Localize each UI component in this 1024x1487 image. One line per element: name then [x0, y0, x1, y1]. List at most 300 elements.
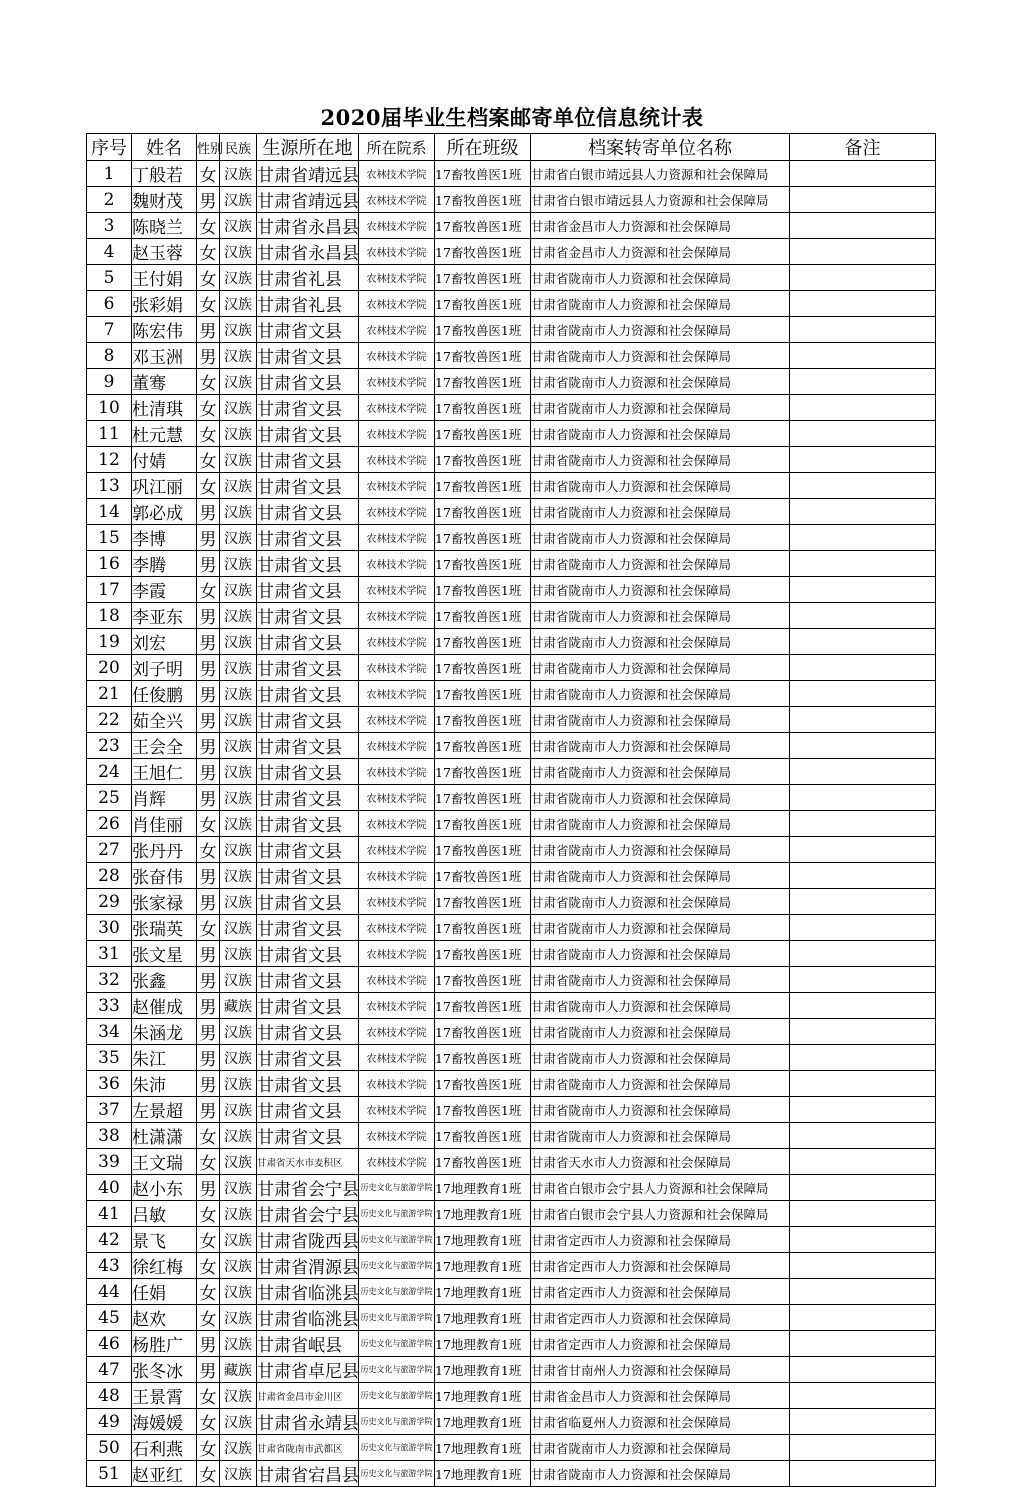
cell-class: 17畜牧兽医1班	[435, 707, 531, 733]
cell-recipient: 甘肃省陇南市人力资源和社会保障局	[531, 733, 790, 759]
cell-name: 肖佳丽	[132, 811, 197, 837]
cell-department: 农林技术学院	[359, 863, 435, 889]
cell-name: 茹全兴	[132, 707, 197, 733]
table-row	[87, 473, 936, 499]
cell-origin: 甘肃省文县	[257, 369, 359, 395]
cell-department: 农林技术学院	[359, 681, 435, 707]
cell-remarks	[790, 993, 936, 1019]
cell-department: 历史文化与旅游学院	[359, 1331, 435, 1357]
cell-class: 17畜牧兽医1班	[435, 473, 531, 499]
archive-table	[86, 133, 936, 1487]
cell-ethnicity: 汉族	[220, 1253, 257, 1279]
table-row	[87, 525, 936, 551]
cell-origin: 甘肃省文县	[257, 343, 359, 369]
cell-remarks	[790, 1097, 936, 1123]
cell-class: 17畜牧兽医1班	[435, 785, 531, 811]
cell-ethnicity: 汉族	[220, 1201, 257, 1227]
cell-class: 17畜牧兽医1班	[435, 395, 531, 421]
cell-class: 17畜牧兽医1班	[435, 941, 531, 967]
cell-remarks	[790, 889, 936, 915]
cell-ethnicity: 汉族	[220, 1461, 257, 1487]
cell-gender: 男	[197, 759, 220, 785]
cell-origin: 甘肃省靖远县	[257, 187, 359, 213]
cell-class: 17畜牧兽医1班	[435, 681, 531, 707]
header-row	[87, 134, 936, 161]
cell-class: 17畜牧兽医1班	[435, 993, 531, 1019]
cell-recipient: 甘肃省定西市人力资源和社会保障局	[531, 1305, 790, 1331]
cell-gender: 男	[197, 629, 220, 655]
cell-index: 32	[87, 967, 132, 993]
cell-recipient: 甘肃省陇南市人力资源和社会保障局	[531, 707, 790, 733]
cell-department: 农林技术学院	[359, 941, 435, 967]
cell-recipient: 甘肃省陇南市人力资源和社会保障局	[531, 343, 790, 369]
cell-index: 4	[87, 239, 132, 265]
cell-gender: 女	[197, 915, 220, 941]
cell-name: 李霞	[132, 577, 197, 603]
cell-ethnicity: 汉族	[220, 811, 257, 837]
cell-index: 26	[87, 811, 132, 837]
cell-class: 17畜牧兽医1班	[435, 1149, 531, 1175]
cell-class: 17畜牧兽医1班	[435, 915, 531, 941]
cell-gender: 女	[197, 1305, 220, 1331]
cell-remarks	[790, 603, 936, 629]
cell-department: 历史文化与旅游学院	[359, 1279, 435, 1305]
cell-class: 17地理教育1班	[435, 1201, 531, 1227]
cell-name: 朱江	[132, 1045, 197, 1071]
cell-recipient: 甘肃省陇南市人力资源和社会保障局	[531, 265, 790, 291]
cell-name: 张彩娟	[132, 291, 197, 317]
cell-class: 17畜牧兽医1班	[435, 889, 531, 915]
cell-index: 20	[87, 655, 132, 681]
cell-remarks	[790, 1045, 936, 1071]
cell-class: 17地理教育1班	[435, 1461, 531, 1487]
cell-ethnicity: 汉族	[220, 707, 257, 733]
cell-remarks	[790, 1019, 936, 1045]
cell-remarks	[790, 785, 936, 811]
cell-remarks	[790, 629, 936, 655]
cell-index: 47	[87, 1357, 132, 1383]
cell-name: 李腾	[132, 551, 197, 577]
cell-gender: 男	[197, 655, 220, 681]
cell-gender: 男	[197, 1175, 220, 1201]
cell-recipient: 甘肃省陇南市人力资源和社会保障局	[531, 941, 790, 967]
cell-origin: 甘肃省文县	[257, 681, 359, 707]
cell-origin: 甘肃省渭源县	[257, 1253, 359, 1279]
cell-gender: 男	[197, 1019, 220, 1045]
cell-ethnicity: 汉族	[220, 629, 257, 655]
cell-name: 陈宏伟	[132, 317, 197, 343]
table-row	[87, 967, 936, 993]
cell-origin: 甘肃省永昌县	[257, 213, 359, 239]
cell-gender: 男	[197, 889, 220, 915]
table-row	[87, 811, 936, 837]
col-header-class: 所在班级	[435, 134, 531, 161]
cell-ethnicity: 汉族	[220, 1045, 257, 1071]
cell-department: 农林技术学院	[359, 655, 435, 681]
col-header-department: 所在院系	[359, 134, 435, 161]
cell-department: 农林技术学院	[359, 603, 435, 629]
cell-index: 35	[87, 1045, 132, 1071]
cell-index: 6	[87, 291, 132, 317]
table-row	[87, 603, 936, 629]
cell-ethnicity: 汉族	[220, 291, 257, 317]
cell-name: 张瑞英	[132, 915, 197, 941]
cell-department: 农林技术学院	[359, 993, 435, 1019]
cell-name: 吕敏	[132, 1201, 197, 1227]
cell-recipient: 甘肃省定西市人力资源和社会保障局	[531, 1331, 790, 1357]
cell-index: 41	[87, 1201, 132, 1227]
cell-class: 17畜牧兽医1班	[435, 837, 531, 863]
cell-gender: 女	[197, 1435, 220, 1461]
cell-class: 17畜牧兽医1班	[435, 1019, 531, 1045]
cell-origin: 甘肃省文县	[257, 863, 359, 889]
cell-remarks	[790, 577, 936, 603]
cell-department: 历史文化与旅游学院	[359, 1227, 435, 1253]
cell-origin: 甘肃省文县	[257, 707, 359, 733]
cell-department: 历史文化与旅游学院	[359, 1305, 435, 1331]
cell-department: 农林技术学院	[359, 759, 435, 785]
cell-origin: 甘肃省文县	[257, 447, 359, 473]
cell-remarks	[790, 525, 936, 551]
cell-class: 17畜牧兽医1班	[435, 369, 531, 395]
cell-recipient: 甘肃省陇南市人力资源和社会保障局	[531, 577, 790, 603]
cell-origin: 甘肃省永靖县	[257, 1409, 359, 1435]
cell-class: 17畜牧兽医1班	[435, 577, 531, 603]
cell-origin: 甘肃省文县	[257, 317, 359, 343]
cell-ethnicity: 汉族	[220, 473, 257, 499]
cell-department: 历史文化与旅游学院	[359, 1409, 435, 1435]
table-row	[87, 889, 936, 915]
cell-remarks	[790, 1357, 936, 1383]
cell-ethnicity: 汉族	[220, 759, 257, 785]
cell-gender: 女	[197, 265, 220, 291]
cell-gender: 男	[197, 1331, 220, 1357]
cell-index: 23	[87, 733, 132, 759]
table-row	[87, 317, 936, 343]
cell-recipient: 甘肃省陇南市人力资源和社会保障局	[531, 1019, 790, 1045]
cell-recipient: 甘肃省陇南市人力资源和社会保障局	[531, 525, 790, 551]
table-row	[87, 395, 936, 421]
cell-origin: 甘肃省文县	[257, 499, 359, 525]
cell-origin: 甘肃省文县	[257, 551, 359, 577]
cell-recipient: 甘肃省甘南州人力资源和社会保障局	[531, 1357, 790, 1383]
cell-department: 农林技术学院	[359, 733, 435, 759]
table-row	[87, 1149, 936, 1175]
cell-name: 杨胜广	[132, 1331, 197, 1357]
table-row	[87, 291, 936, 317]
table-row	[87, 577, 936, 603]
table-row	[87, 1097, 936, 1123]
cell-origin: 甘肃省文县	[257, 1045, 359, 1071]
cell-index: 51	[87, 1461, 132, 1487]
cell-index: 7	[87, 317, 132, 343]
table-row	[87, 1435, 936, 1461]
cell-remarks	[790, 811, 936, 837]
cell-ethnicity: 汉族	[220, 161, 257, 187]
cell-department: 农林技术学院	[359, 551, 435, 577]
cell-department: 农林技术学院	[359, 499, 435, 525]
cell-department: 农林技术学院	[359, 785, 435, 811]
cell-class: 17畜牧兽医1班	[435, 421, 531, 447]
cell-index: 50	[87, 1435, 132, 1461]
cell-gender: 女	[197, 369, 220, 395]
cell-origin: 甘肃省文县	[257, 733, 359, 759]
cell-index: 30	[87, 915, 132, 941]
table-row	[87, 1357, 936, 1383]
cell-remarks	[790, 1201, 936, 1227]
cell-name: 赵玉蓉	[132, 239, 197, 265]
cell-class: 17地理教育1班	[435, 1331, 531, 1357]
cell-recipient: 甘肃省陇南市人力资源和社会保障局	[531, 603, 790, 629]
cell-remarks	[790, 187, 936, 213]
cell-name: 张丹丹	[132, 837, 197, 863]
table-row	[87, 707, 936, 733]
cell-name: 丁般若	[132, 161, 197, 187]
cell-origin: 甘肃省文县	[257, 603, 359, 629]
cell-department: 农林技术学院	[359, 577, 435, 603]
cell-origin: 甘肃省天水市麦积区	[257, 1149, 359, 1175]
cell-recipient: 甘肃省陇南市人力资源和社会保障局	[531, 629, 790, 655]
cell-gender: 男	[197, 863, 220, 889]
cell-ethnicity: 汉族	[220, 525, 257, 551]
cell-name: 左景超	[132, 1097, 197, 1123]
cell-department: 历史文化与旅游学院	[359, 1357, 435, 1383]
cell-class: 17畜牧兽医1班	[435, 161, 531, 187]
cell-remarks	[790, 707, 936, 733]
cell-remarks	[790, 1435, 936, 1461]
cell-name: 徐红梅	[132, 1253, 197, 1279]
cell-name: 邓玉洲	[132, 343, 197, 369]
cell-recipient: 甘肃省陇南市人力资源和社会保障局	[531, 1097, 790, 1123]
cell-origin: 甘肃省文县	[257, 1071, 359, 1097]
cell-name: 王付娟	[132, 265, 197, 291]
table-row	[87, 759, 936, 785]
cell-ethnicity: 汉族	[220, 1435, 257, 1461]
cell-remarks	[790, 1331, 936, 1357]
cell-remarks	[790, 1305, 936, 1331]
cell-recipient: 甘肃省天水市人力资源和社会保障局	[531, 1149, 790, 1175]
cell-origin: 甘肃省陇南市武都区	[257, 1435, 359, 1461]
cell-gender: 男	[197, 707, 220, 733]
cell-remarks	[790, 733, 936, 759]
cell-origin: 甘肃省文县	[257, 655, 359, 681]
cell-gender: 男	[197, 733, 220, 759]
cell-index: 38	[87, 1123, 132, 1149]
cell-index: 18	[87, 603, 132, 629]
cell-origin: 甘肃省文县	[257, 811, 359, 837]
cell-ethnicity: 汉族	[220, 1123, 257, 1149]
col-header-gender: 性别	[197, 134, 220, 161]
cell-gender: 女	[197, 1383, 220, 1409]
cell-department: 农林技术学院	[359, 421, 435, 447]
cell-name: 朱涵龙	[132, 1019, 197, 1045]
cell-gender: 男	[197, 785, 220, 811]
table-row	[87, 1461, 936, 1487]
cell-remarks	[790, 421, 936, 447]
cell-index: 12	[87, 447, 132, 473]
cell-recipient: 甘肃省白银市会宁县人力资源和社会保障局	[531, 1201, 790, 1227]
cell-index: 21	[87, 681, 132, 707]
table-row	[87, 1019, 936, 1045]
cell-index: 34	[87, 1019, 132, 1045]
cell-department: 农林技术学院	[359, 1045, 435, 1071]
col-header-origin: 生源所在地	[257, 134, 359, 161]
table-row	[87, 1279, 936, 1305]
table-row	[87, 1227, 936, 1253]
cell-ethnicity: 汉族	[220, 1383, 257, 1409]
table-row	[87, 1409, 936, 1435]
table-row	[87, 1175, 936, 1201]
cell-recipient: 甘肃省陇南市人力资源和社会保障局	[531, 473, 790, 499]
cell-name: 王景霄	[132, 1383, 197, 1409]
cell-remarks	[790, 1175, 936, 1201]
cell-class: 17地理教育1班	[435, 1227, 531, 1253]
cell-ethnicity: 汉族	[220, 941, 257, 967]
cell-index: 37	[87, 1097, 132, 1123]
cell-ethnicity: 汉族	[220, 395, 257, 421]
table-row	[87, 343, 936, 369]
cell-remarks	[790, 473, 936, 499]
table-row	[87, 655, 936, 681]
cell-class: 17畜牧兽医1班	[435, 551, 531, 577]
cell-class: 17畜牧兽医1班	[435, 265, 531, 291]
cell-gender: 女	[197, 1279, 220, 1305]
cell-index: 5	[87, 265, 132, 291]
cell-recipient: 甘肃省陇南市人力资源和社会保障局	[531, 395, 790, 421]
cell-remarks	[790, 863, 936, 889]
cell-remarks	[790, 317, 936, 343]
cell-gender: 女	[197, 837, 220, 863]
cell-name: 张家禄	[132, 889, 197, 915]
cell-remarks	[790, 1123, 936, 1149]
cell-origin: 甘肃省文县	[257, 1123, 359, 1149]
cell-origin: 甘肃省会宁县	[257, 1175, 359, 1201]
cell-class: 17畜牧兽医1班	[435, 1071, 531, 1097]
cell-remarks	[790, 1279, 936, 1305]
cell-index: 24	[87, 759, 132, 785]
col-header-remarks: 备注	[790, 134, 936, 161]
cell-recipient: 甘肃省陇南市人力资源和社会保障局	[531, 499, 790, 525]
cell-class: 17畜牧兽医1班	[435, 291, 531, 317]
cell-department: 农林技术学院	[359, 967, 435, 993]
cell-class: 17畜牧兽医1班	[435, 317, 531, 343]
cell-remarks	[790, 499, 936, 525]
cell-recipient: 甘肃省陇南市人力资源和社会保障局	[531, 1435, 790, 1461]
cell-ethnicity: 汉族	[220, 187, 257, 213]
table-row	[87, 1123, 936, 1149]
table-row	[87, 941, 936, 967]
cell-recipient: 甘肃省定西市人力资源和社会保障局	[531, 1279, 790, 1305]
cell-class: 17畜牧兽医1班	[435, 1097, 531, 1123]
cell-remarks	[790, 161, 936, 187]
cell-gender: 男	[197, 603, 220, 629]
cell-department: 农林技术学院	[359, 317, 435, 343]
cell-ethnicity: 汉族	[220, 1305, 257, 1331]
cell-class: 17地理教育1班	[435, 1435, 531, 1461]
table-row	[87, 1045, 936, 1071]
cell-department: 农林技术学院	[359, 837, 435, 863]
cell-gender: 女	[197, 1123, 220, 1149]
cell-ethnicity: 汉族	[220, 1279, 257, 1305]
cell-gender: 女	[197, 1201, 220, 1227]
table-row	[87, 863, 936, 889]
cell-ethnicity: 汉族	[220, 1019, 257, 1045]
cell-remarks	[790, 343, 936, 369]
cell-class: 17畜牧兽医1班	[435, 187, 531, 213]
cell-gender: 男	[197, 187, 220, 213]
cell-department: 农林技术学院	[359, 707, 435, 733]
cell-class: 17地理教育1班	[435, 1383, 531, 1409]
cell-origin: 甘肃省文县	[257, 1019, 359, 1045]
cell-department: 农林技术学院	[359, 343, 435, 369]
cell-index: 8	[87, 343, 132, 369]
cell-name: 杜潇潇	[132, 1123, 197, 1149]
cell-gender: 男	[197, 1045, 220, 1071]
cell-index: 36	[87, 1071, 132, 1097]
cell-remarks	[790, 915, 936, 941]
cell-department: 农林技术学院	[359, 473, 435, 499]
cell-department: 农林技术学院	[359, 1123, 435, 1149]
cell-index: 27	[87, 837, 132, 863]
cell-origin: 甘肃省宕昌县	[257, 1461, 359, 1487]
cell-department: 农林技术学院	[359, 629, 435, 655]
col-header-ethnicity: 民族	[220, 134, 257, 161]
cell-index: 14	[87, 499, 132, 525]
cell-origin: 甘肃省文县	[257, 967, 359, 993]
cell-name: 郭必成	[132, 499, 197, 525]
cell-gender: 女	[197, 395, 220, 421]
cell-index: 28	[87, 863, 132, 889]
cell-gender: 男	[197, 967, 220, 993]
cell-recipient: 甘肃省陇南市人力资源和社会保障局	[531, 551, 790, 577]
cell-recipient: 甘肃省白银市靖远县人力资源和社会保障局	[531, 161, 790, 187]
table-body	[87, 161, 936, 1487]
cell-index: 1	[87, 161, 132, 187]
cell-origin: 甘肃省礼县	[257, 265, 359, 291]
cell-origin: 甘肃省卓尼县	[257, 1357, 359, 1383]
cell-gender: 女	[197, 161, 220, 187]
cell-index: 22	[87, 707, 132, 733]
cell-ethnicity: 汉族	[220, 863, 257, 889]
cell-index: 45	[87, 1305, 132, 1331]
cell-origin: 甘肃省会宁县	[257, 1201, 359, 1227]
cell-origin: 甘肃省文县	[257, 629, 359, 655]
page-title: 2020届毕业生档案邮寄单位信息统计表	[320, 105, 704, 130]
cell-recipient: 甘肃省陇南市人力资源和社会保障局	[531, 863, 790, 889]
cell-gender: 男	[197, 317, 220, 343]
cell-ethnicity: 汉族	[220, 967, 257, 993]
cell-name: 赵欢	[132, 1305, 197, 1331]
cell-ethnicity: 汉族	[220, 265, 257, 291]
cell-recipient: 甘肃省陇南市人力资源和社会保障局	[531, 811, 790, 837]
cell-remarks	[790, 213, 936, 239]
col-header-name: 姓名	[132, 134, 197, 161]
cell-remarks	[790, 447, 936, 473]
cell-index: 29	[87, 889, 132, 915]
cell-index: 40	[87, 1175, 132, 1201]
cell-recipient: 甘肃省陇南市人力资源和社会保障局	[531, 785, 790, 811]
cell-name: 董骞	[132, 369, 197, 395]
cell-name: 李亚东	[132, 603, 197, 629]
cell-gender: 女	[197, 447, 220, 473]
cell-remarks	[790, 1461, 936, 1487]
cell-index: 49	[87, 1409, 132, 1435]
cell-class: 17畜牧兽医1班	[435, 733, 531, 759]
cell-recipient: 甘肃省白银市会宁县人力资源和社会保障局	[531, 1175, 790, 1201]
cell-recipient: 甘肃省陇南市人力资源和社会保障局	[531, 1461, 790, 1487]
cell-gender: 男	[197, 499, 220, 525]
cell-remarks	[790, 395, 936, 421]
